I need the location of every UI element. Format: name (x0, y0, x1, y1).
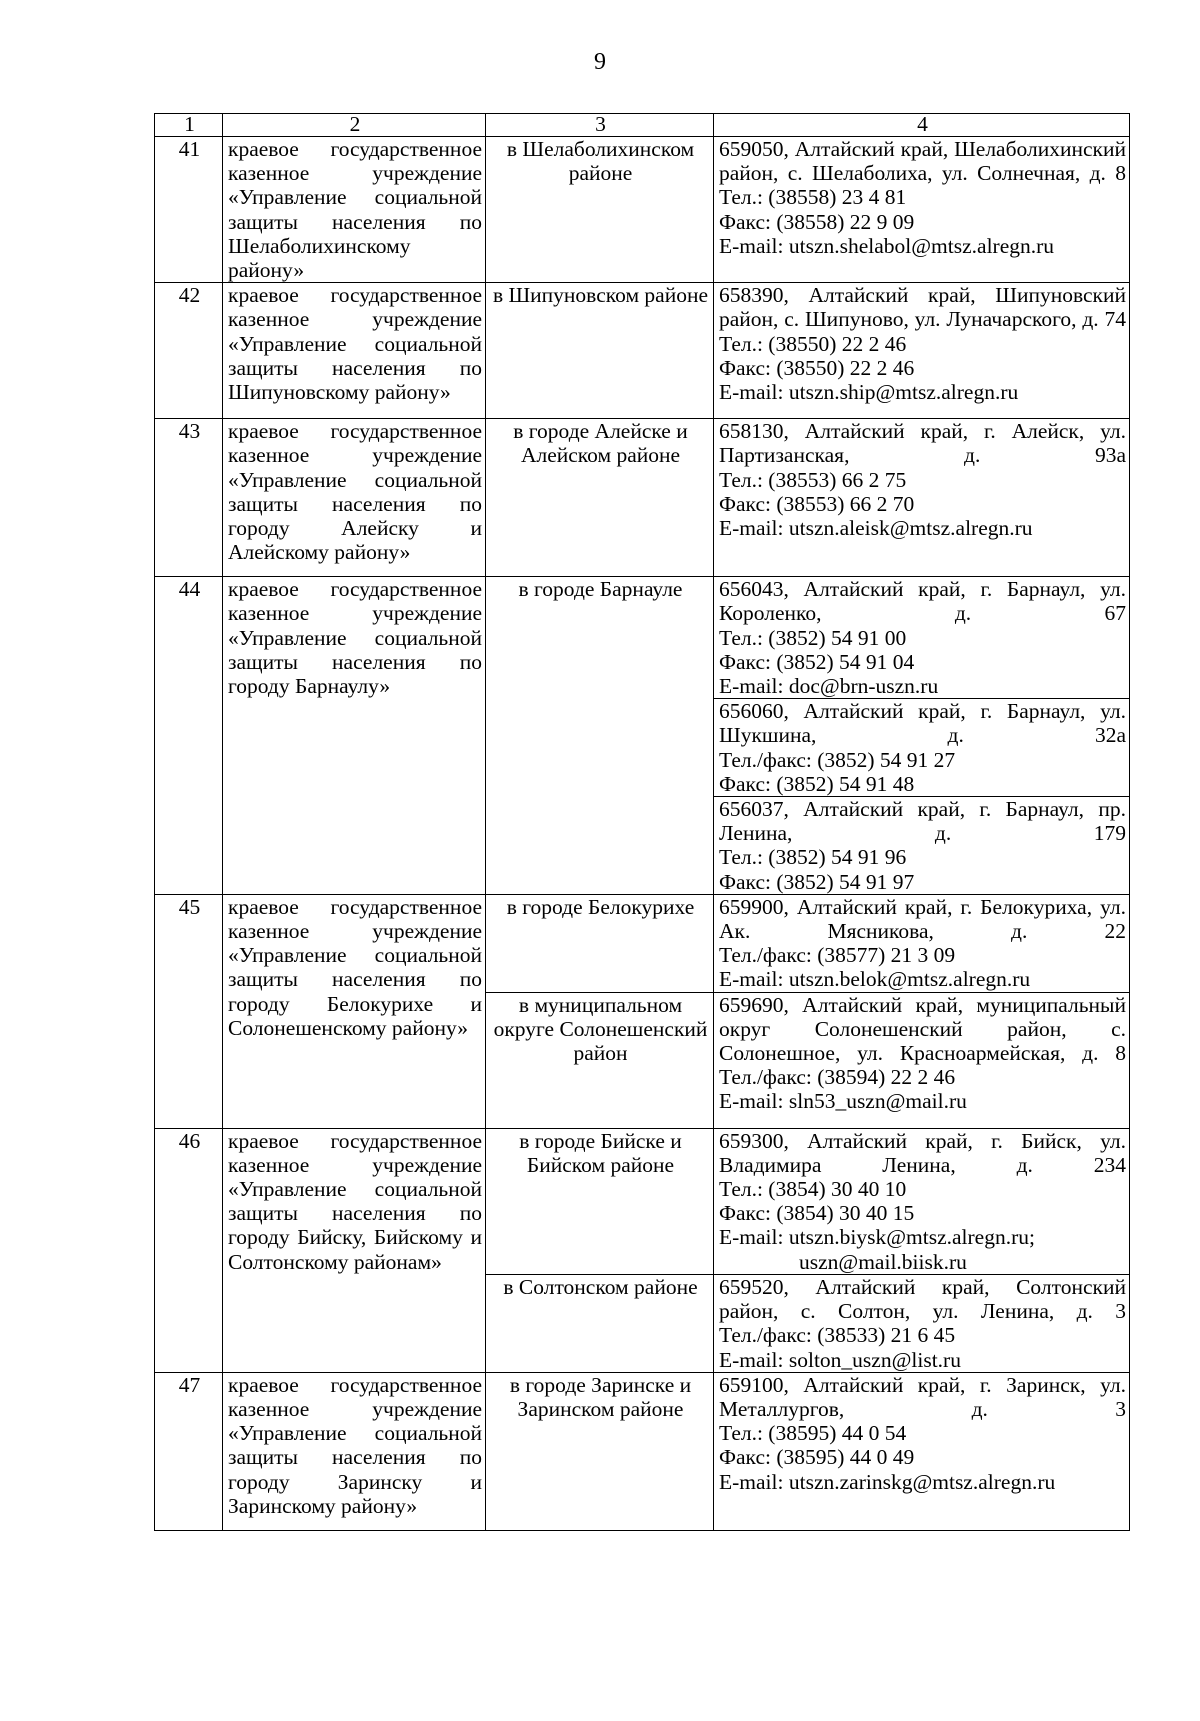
contact-line: Факс: (38550) 22 2 46 (719, 355, 915, 380)
contact-line: E-mail: solton_uszn@list.ru (719, 1347, 961, 1372)
row-number: 44 (155, 577, 223, 895)
contact-line: Тел.: (38558) 23 4 81 (719, 185, 907, 210)
contact-line: Тел./факс: (38594) 22 2 46 (719, 1065, 956, 1090)
table-row (155, 419, 1130, 577)
contact-line: Тел.: (3854) 30 40 10 (719, 1177, 907, 1202)
contact-line: 656060, Алтайский край, г. Барнаул, ул. Шукшина, д. 32а (719, 699, 1126, 748)
column-header: 3 (486, 114, 714, 137)
institution-name: краевое государственное казенное учреждение «Управление социальной защиты населения по Шелаболихинскому району» (223, 137, 486, 283)
contact-line: Факс: (38553) 66 2 70 (719, 491, 915, 516)
contact-cell (714, 283, 1130, 419)
contact-line: Тел./факс: (3852) 54 91 27 (719, 747, 956, 772)
column-header: 2 (223, 114, 486, 137)
institution-name: краевое государственное казенное учреждение «Управление социальной защиты населения по Шипуновскому району» (223, 283, 486, 419)
contact-line: 658130, Алтайский край, г. Алейск, ул. Партизанская, д. 93а (719, 419, 1126, 468)
institution-name: краевое государственное казенное учреждение «Управление социальной защиты населения по городу Бийску, Бийскому и Солтонскому районам» (223, 1128, 486, 1372)
service-area: в Солтонском районе (486, 1274, 714, 1372)
contact-cell (714, 1128, 1130, 1274)
contact-line: Факс: (38595) 44 0 49 (719, 1445, 915, 1470)
contact-line: Факс: (3852) 54 91 48 (719, 771, 915, 796)
contact-line: 658390, Алтайский край, Шипуновский район, с. Шипуново, ул. Луначарского, д. 74 (719, 283, 1126, 332)
row-number: 46 (155, 1128, 223, 1372)
contact-line: Факс: (38558) 22 9 09 (719, 209, 915, 234)
contact-line: 659100, Алтайский край, г. Заринск, ул. Металлургов, д. 3 (719, 1372, 1126, 1421)
contact-line: 656037, Алтайский край, г. Барнаул, пр. Ленина, д. 179 (719, 797, 1126, 846)
contact-cell (714, 992, 1130, 1128)
contact-line: E-mail: utszn.belok@mtsz.alregn.ru (719, 967, 1031, 992)
service-area: в Шелаболихинском районе (486, 137, 714, 283)
contact-cell (714, 1274, 1130, 1372)
service-area: в городе Алейске и Алейском районе (486, 419, 714, 577)
institution-name: краевое государственное казенное учреждение «Управление социальной защиты населения по городу Алейску и Алейскому району» (223, 419, 486, 577)
contact-line: Тел.: (38550) 22 2 46 (719, 331, 907, 356)
contact-line: uszn@mail.biisk.ru (799, 1249, 967, 1274)
contact-line: E-mail: utszn.aleisk@mtsz.alregn.ru (719, 516, 1033, 541)
contact-line: Тел./факс: (38577) 21 3 09 (719, 943, 956, 968)
row-number: 42 (155, 283, 223, 419)
contact-line: Факс: (3852) 54 91 04 (719, 649, 915, 674)
institution-name: краевое государственное казенное учреждение «Управление социальной защиты населения по городу Белокурихе и Солонешенскому району» (223, 894, 486, 1128)
contact-cell (714, 1372, 1130, 1530)
row-number: 47 (155, 1372, 223, 1530)
contact-line: E-mail: utszn.ship@mtsz.alregn.ru (719, 380, 1019, 405)
table-row (155, 577, 1130, 699)
contact-line: E-mail: utszn.zarinskg@mtsz.alregn.ru (719, 1469, 1056, 1494)
contact-cell (714, 894, 1130, 992)
contact-cell (714, 699, 1130, 797)
contact-line: 659520, Алтайский край, Солтонский район, с. Солтон, ул. Ленина, д. 3 (719, 1274, 1126, 1324)
row-number: 45 (155, 894, 223, 1128)
contact-line: Тел.: (3852) 54 91 96 (719, 845, 907, 870)
service-area: в городе Бийске и Бийском районе (486, 1128, 714, 1274)
contact-line: Тел./факс: (38533) 21 6 45 (719, 1323, 956, 1348)
contact-line: 656043, Алтайский край, г. Барнаул, ул. Короленко, д. 67 (719, 577, 1126, 626)
table-row (155, 1372, 1130, 1530)
contact-line: 659690, Алтайский край, муниципальный округ Солонешенский район, с. Солонешное, ул. Красноармейская, д. 8 (719, 992, 1126, 1066)
service-area: в городе Белокурихе (486, 894, 714, 992)
contact-line: 659900, Алтайский край, г. Белокуриха, ул. Ак. Мясникова, д. 22 (719, 894, 1126, 944)
contact-line: Тел.: (38553) 66 2 75 (719, 467, 907, 492)
table-row (155, 894, 1130, 992)
column-header: 4 (714, 114, 1130, 137)
service-area: в муниципальном округе Солонешенский район (486, 992, 714, 1128)
table-header-row (155, 114, 1130, 137)
table-row (155, 1128, 1130, 1274)
table-row (155, 283, 1130, 419)
row-number: 41 (155, 137, 223, 283)
contact-cell (714, 797, 1130, 895)
table-row (155, 137, 1130, 283)
registry-table (154, 113, 1130, 1531)
contact-line: Факс: (3852) 54 91 97 (719, 869, 915, 894)
institution-name: краевое государственное казенное учреждение «Управление социальной защиты населения по городу Заринску и Заринскому району» (223, 1372, 486, 1530)
contact-line: E-mail: sln53_uszn@mail.ru (719, 1089, 967, 1114)
service-area: в городе Барнауле (486, 577, 714, 895)
contact-cell (714, 419, 1130, 577)
service-area: в Шипуновском районе (486, 283, 714, 419)
row-number: 43 (155, 419, 223, 577)
contact-line: 659050, Алтайский край, Шелаболихинский район, с. Шелаболиха, ул. Солнечная, д. 8 (719, 137, 1126, 186)
service-area: в городе Заринске и Заринском районе (486, 1372, 714, 1530)
contact-line: Тел.: (3852) 54 91 00 (719, 625, 907, 650)
contact-line: Тел.: (38595) 44 0 54 (719, 1421, 907, 1446)
page-number: 9 (594, 49, 606, 75)
contact-line: Факс: (3854) 30 40 15 (719, 1201, 915, 1226)
contact-line: 659300, Алтайский край, г. Бийск, ул. Владимира Ленина, д. 234 (719, 1128, 1126, 1177)
contact-cell (714, 577, 1130, 699)
institution-name: краевое государственное казенное учреждение «Управление социальной защиты населения по городу Барнаулу» (223, 577, 486, 895)
contact-line: E-mail: doc@brn-uszn.ru (719, 674, 939, 699)
column-header: 1 (155, 114, 223, 137)
contact-line: E-mail: utszn.biysk@mtsz.alregn.ru; (719, 1225, 1035, 1250)
contact-cell (714, 137, 1130, 283)
contact-line: E-mail: utszn.shelabol@mtsz.alregn.ru (719, 233, 1055, 258)
